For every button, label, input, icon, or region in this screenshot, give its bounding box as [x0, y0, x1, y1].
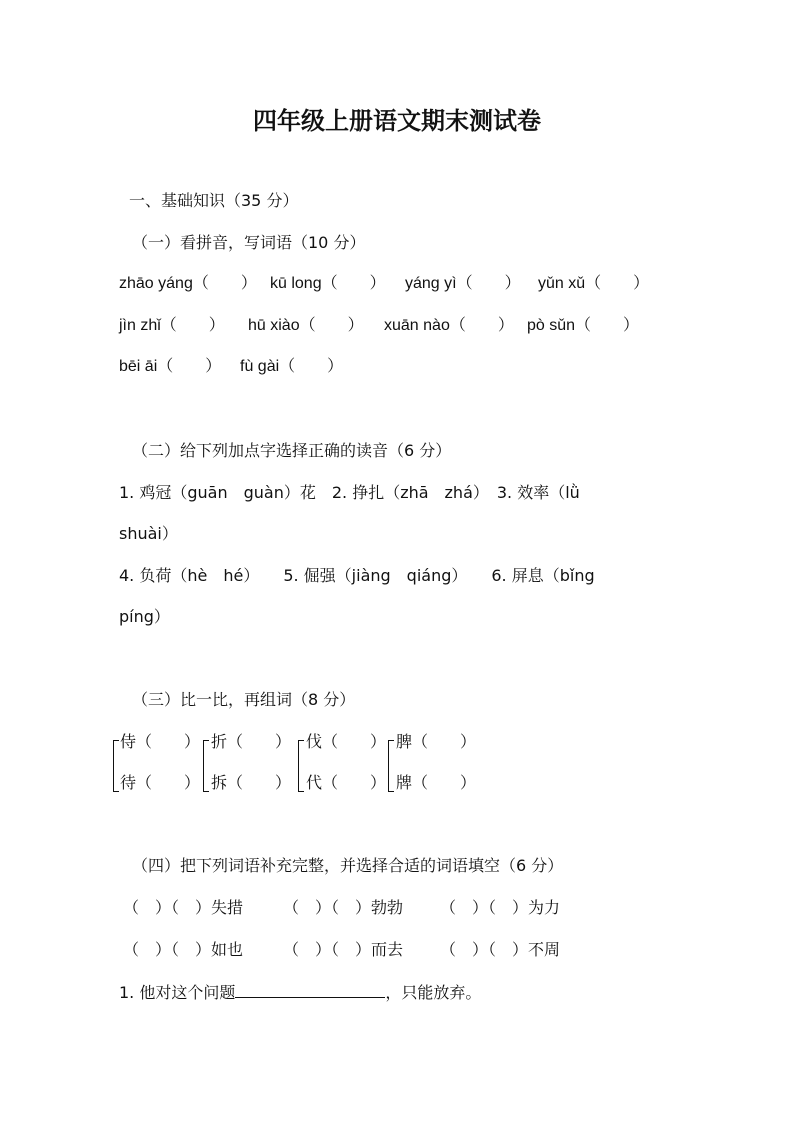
pinyin-item: jìn zhǐ（ ） — [119, 317, 225, 334]
idiom-blank: （ ）（ ）不周 — [440, 940, 561, 959]
idiom-blank: （ ）（ ）失措 — [123, 898, 244, 917]
pinyin-item: pò sǔn（ ） — [527, 317, 640, 334]
idiom-blank: （ ）（ ）而去 — [283, 940, 404, 959]
char-compare-item: 代（ ） — [306, 773, 387, 792]
pinyin-item: hū xiào（ ） — [248, 317, 364, 334]
pinyin-item: bēi āi（ ） — [119, 358, 222, 375]
group-bracket — [203, 740, 209, 792]
pinyin-item: xuān nào（ ） — [384, 317, 514, 334]
idiom-blank: （ ）（ ）如也 — [123, 940, 244, 959]
part2-heading: （二）给下列加点字选择正确的读音（6 分） — [132, 441, 452, 460]
group-bracket — [388, 740, 394, 792]
char-compare-item: 拆（ ） — [211, 773, 292, 792]
fill-question-prefix: 1. 他对这个问题 — [119, 983, 236, 1002]
char-compare-item: 折（ ） — [211, 732, 292, 751]
char-compare-item: 牌（ ） — [396, 773, 477, 792]
answer-blank[interactable] — [235, 981, 385, 998]
char-compare-item: 脾（ ） — [396, 732, 477, 751]
char-compare-item: 侍（ ） — [120, 732, 201, 751]
pinyin-item: kū long（ ） — [270, 275, 386, 292]
char-compare-item: 待（ ） — [120, 773, 201, 792]
reading-question-line: shuài） — [119, 524, 178, 543]
reading-question-line: 1. 鸡冠（guān guàn）花 2. 挣扎（zhā zhá） 3. 效率（lǜ — [119, 483, 580, 502]
idiom-blank: （ ）（ ）为力 — [440, 898, 561, 917]
reading-question-line: píng） — [119, 607, 170, 626]
part1-heading: （一）看拼音，写词语（10 分） — [132, 233, 366, 252]
fill-question-suffix: ，只能放弃。 — [385, 983, 482, 1002]
group-bracket — [298, 740, 304, 792]
pinyin-item: zhāo yáng（ ） — [119, 275, 257, 292]
reading-question-line: 4. 负荷（hè hé） 5. 倔强（jiàng qiáng） 6. 屏息（bǐng — [119, 566, 595, 585]
page-title: 四年级上册语文期末测试卷 — [253, 107, 541, 135]
idiom-blank: （ ）（ ）勃勃 — [283, 898, 404, 917]
char-compare-item: 伐（ ） — [306, 732, 387, 751]
group-bracket — [113, 740, 119, 792]
pinyin-item: yáng yì（ ） — [405, 275, 521, 292]
part3-heading: （三）比一比，再组词（8 分） — [132, 690, 356, 709]
pinyin-item: fù gài（ ） — [240, 358, 344, 375]
pinyin-item: yǔn xǔ（ ） — [538, 275, 650, 292]
fill-question — [119, 981, 481, 1004]
section-heading: 一、基础知识（35 分） — [129, 191, 299, 210]
part4-heading: （四）把下列词语补充完整，并选择合适的词语填空（6 分） — [132, 856, 564, 875]
